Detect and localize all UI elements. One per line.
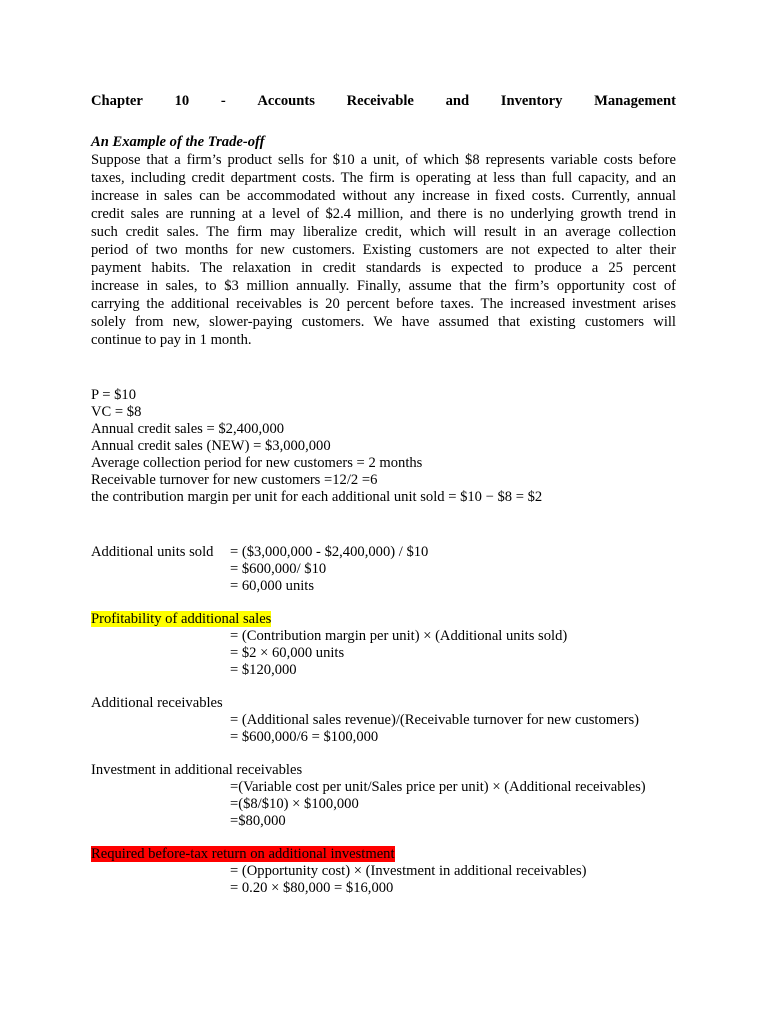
paragraph-line: taxes, including credit department costs. The firm is operating at less than full capacity, and an bbox=[91, 170, 676, 186]
additional-receivables-label: Additional receivables bbox=[91, 695, 223, 711]
paragraph-line: solely from new, slower-paying customers. We have assumed that existing customers will bbox=[91, 314, 676, 330]
title-word: Inventory bbox=[500, 93, 563, 109]
title-word: Chapter bbox=[91, 93, 143, 109]
calc-step: =(Variable cost per unit/Sales price per unit) × (Additional receivables) bbox=[230, 779, 646, 795]
investment-label: Investment in additional receivables bbox=[91, 762, 303, 778]
given-line: the contribution margin per unit for each additional unit sold = $10 − $8 = $2 bbox=[91, 489, 543, 505]
yellow-highlight: Profitability of additional sales bbox=[91, 611, 272, 627]
calc-step: = (Contribution margin per unit) × (Additional units sold) bbox=[230, 628, 568, 644]
chapter-title bbox=[91, 93, 676, 110]
calc-step: = 60,000 units bbox=[230, 578, 315, 594]
title-word: Management bbox=[594, 93, 676, 109]
given-line: Average collection period for new customers = 2 months bbox=[91, 455, 423, 471]
paragraph-line: period of two months for new customers. Existing customers are not expected to alter their bbox=[91, 242, 676, 258]
calc-step: = $600,000/6 = $100,000 bbox=[230, 729, 379, 745]
paragraph-line: carrying the additional receivables is 20 percent before taxes. The increased investment arises bbox=[91, 296, 676, 312]
paragraph-line: continue to pay in 1 month. bbox=[91, 332, 252, 348]
red-highlight: Required before-tax return on additional investment bbox=[91, 846, 395, 862]
calc-step: = $2 × 60,000 units bbox=[230, 645, 345, 661]
calc-step: = $120,000 bbox=[230, 662, 297, 678]
title-word: 10 bbox=[174, 93, 190, 109]
paragraph-line: increase in sales, to $3 million annually. Finally, assume that the firm’s opportunity cost of bbox=[91, 278, 676, 294]
paragraph-line: increase in sales can be accommodated without any increase in fixed costs. Currently, annual bbox=[91, 188, 676, 204]
given-line: Annual credit sales (NEW) = $3,000,000 bbox=[91, 438, 331, 454]
paragraph-line: payment habits. The relaxation in credit standards is expected to produce a 25 percent bbox=[91, 260, 676, 276]
given-line: Annual credit sales = $2,400,000 bbox=[91, 421, 285, 437]
calc-step: = (Opportunity cost) × (Investment in additional receivables) bbox=[230, 863, 587, 879]
paragraph-line: such credit sales. The firm may liberalize credit, which will result in an average collection bbox=[91, 224, 676, 240]
paragraph-line: Suppose that a firm’s product sells for $10 a unit, of which $8 represents variable costs before bbox=[91, 152, 676, 168]
required-return-label bbox=[91, 846, 395, 863]
given-line: VC = $8 bbox=[91, 404, 142, 420]
paragraph-line: credit sales are running at a level of $2.4 million, and there is no underlying growth trend in bbox=[91, 206, 676, 222]
title-word: Receivable bbox=[346, 93, 414, 109]
title-word: and bbox=[445, 93, 470, 109]
title-word: - bbox=[220, 93, 226, 109]
calc-step: = $600,000/ $10 bbox=[230, 561, 327, 577]
calc-step: = 0.20 × $80,000 = $16,000 bbox=[230, 880, 394, 896]
profitability-label bbox=[91, 611, 271, 628]
calc-step: =$80,000 bbox=[230, 813, 286, 829]
calc-step: = ($3,000,000 - $2,400,000) / $10 bbox=[230, 544, 429, 560]
section-heading: An Example of the Trade-off bbox=[91, 134, 265, 150]
given-line: Receivable turnover for new customers =12/2 =6 bbox=[91, 472, 378, 488]
calc-step: =($8/$10) × $100,000 bbox=[230, 796, 359, 812]
calc-step: = (Additional sales revenue)/(Receivable turnover for new customers) bbox=[230, 712, 640, 728]
additional-units-label: Additional units sold bbox=[91, 544, 214, 560]
given-line: P = $10 bbox=[91, 387, 136, 403]
title-word: Accounts bbox=[257, 93, 315, 109]
